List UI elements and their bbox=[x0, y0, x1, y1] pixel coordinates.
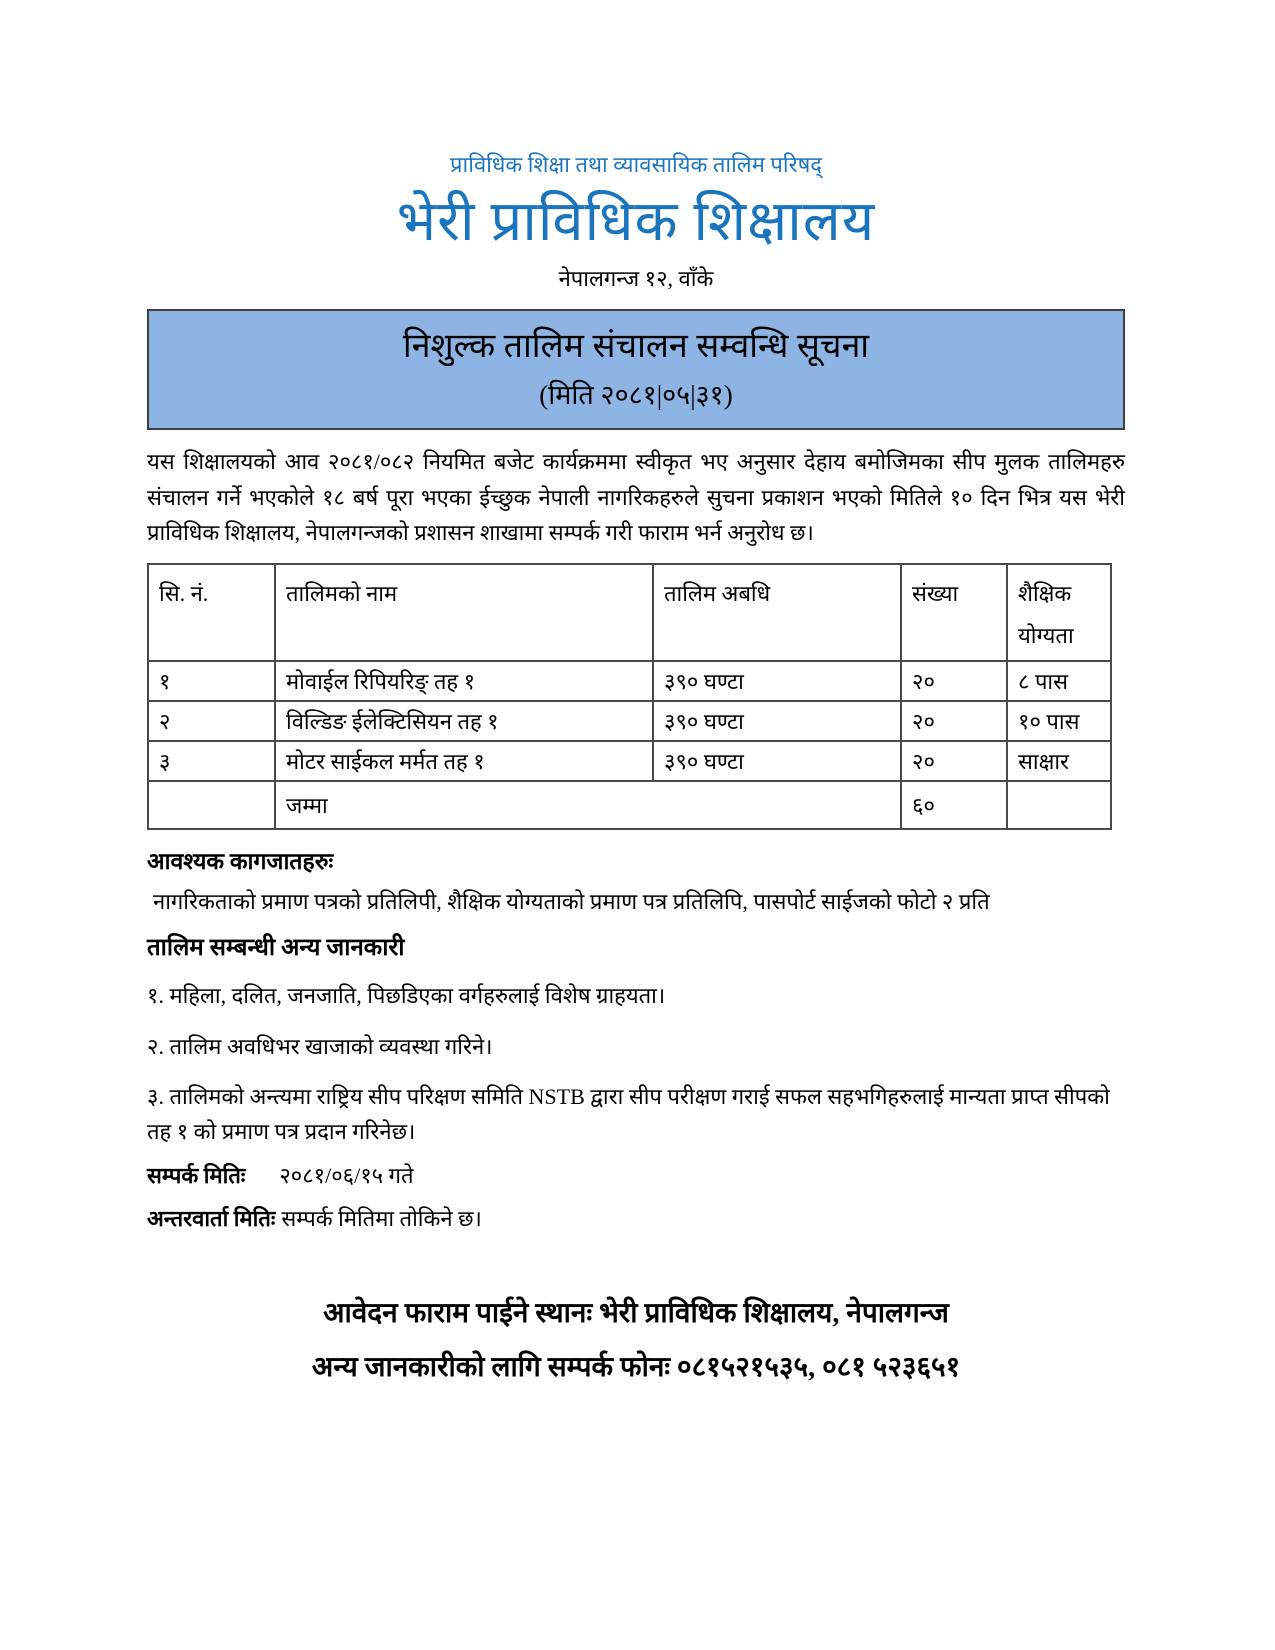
interview-date-label: अन्तरवार्ता मितिः bbox=[147, 1206, 276, 1232]
table-header-row bbox=[148, 564, 1111, 662]
required-documents-line: नागरिकताको प्रमाण पत्रको प्रतिलिपी, शैक्षिक योग्यताको प्रमाण पत्र प्रतिलिपि, पासपोर्ट साईजको फोटो २ प्रति bbox=[153, 889, 990, 915]
school-name-title: भेरी प्राविधिक शिक्षालय bbox=[396, 190, 876, 253]
cell-qualification: साक्षार bbox=[1007, 741, 1111, 781]
notice-title: निशुल्क तालिम संचालन सम्वन्धि सूचना bbox=[402, 327, 870, 365]
cell-count: २० bbox=[901, 741, 1007, 781]
header-count: संख्या bbox=[901, 564, 1007, 662]
notice-date: (मिति २०८१|०५|३१) bbox=[539, 379, 733, 410]
cell-training-name: मोवाईल रिपियरिङ् तह १ bbox=[275, 661, 653, 701]
info-item: १. महिला, दलित, जनजाति, पिछडिएका वर्गहरुलाई विशेष ग्राहयता। bbox=[147, 983, 666, 1009]
cell-count: २० bbox=[901, 661, 1007, 701]
table-row bbox=[148, 661, 1111, 701]
header-serial-number: सि. नं. bbox=[148, 564, 275, 662]
council-name-line: प्राविधिक शिक्षा तथा व्यावसायिक तालिम परिषद् bbox=[450, 152, 822, 177]
contact-date-value: २०८१/०६/१५ गते bbox=[279, 1163, 414, 1189]
table-row bbox=[148, 701, 1111, 741]
document-content bbox=[147, 150, 1125, 1385]
contact-date-label: सम्पर्क मितिः bbox=[147, 1163, 246, 1189]
cell-serial-number: २ bbox=[148, 701, 275, 741]
cell-serial-number-empty bbox=[148, 781, 275, 829]
info-item: ३. तालिमको अन्त्यमा राष्ट्रिय सीप परिक्षण समिति NSTB द्वारा सीप परीक्षण गराई सफल सहभगिहरुलाई मान्यता प्राप्त सीपको तह १ को प्रमाण पत्र प्रदान गरिनेछ। bbox=[147, 1083, 1110, 1145]
info-item: २. तालिम अवधिभर खाजाको व्यवस्था गरिने। bbox=[147, 1033, 493, 1059]
cell-total-count: ६० bbox=[901, 781, 1007, 829]
interview-date-value: सम्पर्क मितिमा तोकिने छ। bbox=[281, 1206, 482, 1232]
notice-title-box bbox=[147, 309, 1125, 430]
cell-serial-number: ३ bbox=[148, 741, 275, 781]
header-qualification: शैक्षिक योग्यता bbox=[1007, 564, 1111, 662]
header-training-duration: तालिम अबधि bbox=[653, 564, 901, 662]
table-total-row bbox=[148, 781, 1111, 829]
interview-date-line bbox=[147, 1202, 1125, 1235]
cell-qualification: १० पास bbox=[1007, 701, 1111, 741]
cell-training-name: विल्डिङ ईलेक्टिसियन तह १ bbox=[275, 701, 653, 741]
cell-qualification-empty bbox=[1007, 781, 1111, 829]
cell-count: २० bbox=[901, 701, 1007, 741]
other-info-heading: तालिम सम्बन्धी अन्य जानकारी bbox=[147, 935, 405, 962]
header-training-name: तालिमको नाम bbox=[275, 564, 653, 662]
contact-phone-line: अन्य जानकारीको लागि सम्पर्क फोनः ०८१५२१५३५, ०८१ ५२३६५१ bbox=[311, 1352, 961, 1384]
cell-total-label: जम्मा bbox=[275, 781, 901, 829]
training-table bbox=[147, 563, 1112, 831]
cell-training-duration: ३९० घण्टा bbox=[653, 741, 901, 781]
cell-training-name: मोटर साईकल मर्मत तह १ bbox=[275, 741, 653, 781]
cell-serial-number: १ bbox=[148, 661, 275, 701]
cell-qualification: ८ पास bbox=[1007, 661, 1111, 701]
school-address-line: नेपालगन्ज १२, वाँके bbox=[558, 265, 714, 291]
cell-training-duration: ३९० घण्टा bbox=[653, 701, 901, 741]
contact-date-line bbox=[147, 1159, 1125, 1192]
intro-paragraph: यस शिक्षालयको आव २०८१/०८२ नियमित बजेट कार्यक्रममा स्वीकृत भए अनुसार देहाय बमोजिमका सीप मुलक तालिमहरु संचालन गर्ने भएकोले १८ बर्ष पूरा भएका ईच्छुक नेपाली नागरिकहरुले सुचना प्रकाशन भएको मितिले १० दिन भित्र यस भेरी प्राविधिक शिक्षालय, नेपालगन्जको प्रशासन शाखामा सम्पर्क गरी फाराम भर्न अनुरोध छ। bbox=[147, 448, 1125, 546]
cell-training-duration: ३९० घण्टा bbox=[653, 661, 901, 701]
table-row bbox=[148, 741, 1111, 781]
required-documents-heading: आवश्यक कागजातहरुः bbox=[147, 849, 334, 875]
application-form-location-line: आवेदन फाराम पाईने स्थानः भेरी प्राविधिक शिक्षालय, नेपालगन्ज bbox=[323, 1298, 949, 1330]
